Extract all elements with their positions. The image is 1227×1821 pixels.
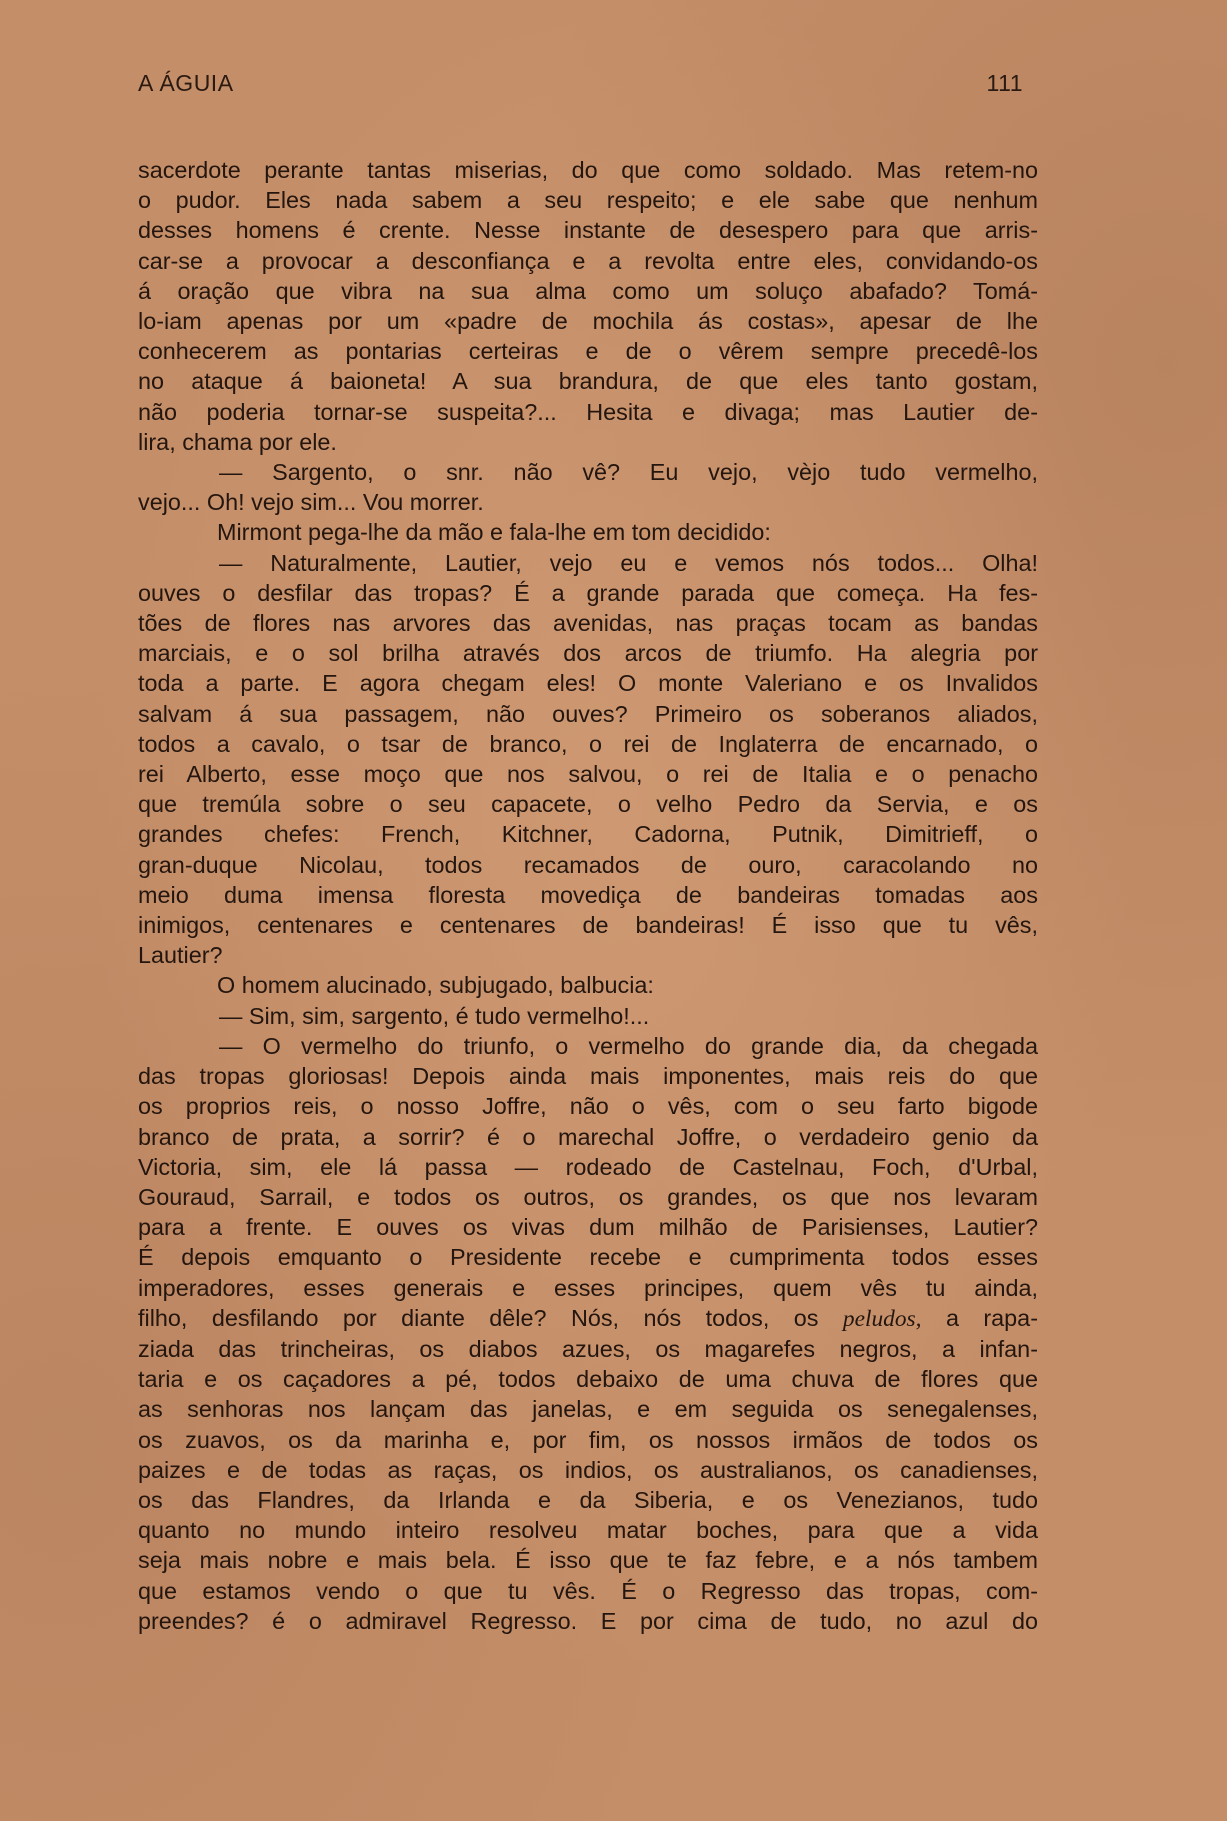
text-line: — Sim, sim, sargento, é tudo vermelho!...	[219, 1002, 650, 1029]
text-line: rei Alberto, esse moço que nos salvou, o rei de Italia e o penacho	[138, 761, 1038, 788]
text-line: que tremúla sobre o seu capacete, o velho Pedro da Servia, e os	[138, 791, 1038, 818]
text-line: gran-duque Nicolau, todos recamados de ouro, caracolando no	[138, 851, 1038, 878]
text-line: as senhoras nos lançam das janelas, e em seguida os senegalenses,	[138, 1396, 1038, 1423]
page-number: 111	[986, 70, 1023, 96]
text-fragment: a rapa-	[921, 1304, 1038, 1331]
text-line: ziada das trincheiras, os diabos azues, os magarefes negros, a infan-	[138, 1335, 1038, 1362]
text-line: salvam á sua passagem, não ouves? Primeiro os soberanos aliados,	[138, 700, 1038, 727]
text-line: conhecerem as pontarias certeiras e de o vêrem sempre precedê-los	[138, 338, 1038, 365]
text-line: tões de flores nas arvores das avenidas, nas praças tocam as bandas	[138, 610, 1038, 637]
text-line: É depois emquanto o Presidente recebe e cumprimenta todos esses	[138, 1244, 1038, 1271]
text-line: inimigos, centenares e centenares de bandeiras! É isso que tu vês,	[138, 912, 1038, 939]
running-title: A ÁGUIA	[138, 70, 234, 96]
text-line: Gouraud, Sarrail, e todos os outros, os grandes, os que nos levaram	[138, 1183, 1038, 1210]
text-line: taria e os caçadores a pé, todos debaixo de uma chuva de flores que	[138, 1366, 1038, 1393]
text-line: para a frente. E ouves os vivas dum milhão de Parisienses, Lautier?	[138, 1214, 1038, 1241]
text-line: desses homens é crente. Nesse instante de desespero para que arris-	[138, 217, 1038, 244]
text-line: á oração que vibra na sua alma como um soluço abafado? Tomá-	[138, 277, 1038, 304]
text-line: vejo... Oh! vejo sim... Vou morrer.	[138, 489, 484, 516]
text-line: ouves o desfilar das tropas? É a grande parada que começa. Ha fes-	[138, 579, 1038, 606]
text-line: toda a parte. E agora chegam eles! O monte Valeriano e os Invalidos	[138, 670, 1038, 697]
text-line: — Sargento, o snr. não vê? Eu vejo, vèjo tudo vermelho,	[219, 459, 1038, 486]
body-text	[138, 155, 1038, 1636]
text-line: sacerdote perante tantas miserias, do que como soldado. Mas retem-no	[138, 157, 1038, 183]
text-line: todos a cavalo, o tsar de branco, o rei de Inglaterra de encarnado, o	[138, 730, 1038, 757]
text-line: o pudor. Eles nada sabem a seu respeito; e ele sabe que nenhum	[138, 187, 1038, 214]
text-line: O homem alucinado, subjugado, balbucia:	[217, 972, 654, 999]
page-header	[138, 70, 1023, 110]
text-line: no ataque á baioneta! A sua brandura, de que eles tanto gostam,	[138, 368, 1038, 395]
italic-word: peludos,	[842, 1305, 922, 1332]
text-line: branco de prata, a sorrir? é o marechal Joffre, o verdadeiro genio da	[138, 1123, 1038, 1150]
text-line: preendes? é o admiravel Regresso. E por cima de tudo, no azul do	[138, 1607, 1038, 1634]
text-line: seja mais nobre e mais bela. É isso que te faz febre, e a nós tambem	[138, 1547, 1038, 1574]
text-line: car-se a provocar a desconfiança e a revolta entre eles, convidando-os	[138, 247, 1038, 274]
text-line: paizes e de todas as raças, os indios, os australianos, os canadienses,	[138, 1456, 1038, 1483]
text-line: Lautier?	[138, 942, 223, 969]
text-line: não poderia tornar-se suspeita?... Hesita e divaga; mas Lautier de-	[138, 398, 1038, 425]
text-line: que estamos vendo o que tu vês. É o Regresso das tropas, com-	[138, 1577, 1038, 1604]
text-line: Victoria, sim, ele lá passa — rodeado de Castelnau, Foch, d'Urbal,	[138, 1153, 1038, 1180]
text-line: — Naturalmente, Lautier, vejo eu e vemos nós todos... Olha!	[219, 549, 1038, 576]
text-line: meio duma imensa floresta movediça de bandeiras tomadas aos	[138, 881, 1038, 908]
text-line: lo-iam apenas por um «padre de mochila ás costas», apesar de lhe	[138, 308, 1038, 335]
text-line: Mirmont pega-lhe da mão e fala-lhe em tom decidido:	[217, 519, 771, 546]
text-line	[138, 1303, 1038, 1334]
text-line: os proprios reis, o nosso Joffre, não o vês, com o seu farto bigode	[138, 1093, 1038, 1120]
text-line: das tropas gloriosas! Depois ainda mais imponentes, mais reis do que	[138, 1063, 1038, 1090]
text-line: os zuavos, os da marinha e, por fim, os nossos irmãos de todos os	[138, 1426, 1038, 1453]
text-line: grandes chefes: French, Kitchner, Cadorna, Putnik, Dimitrieff, o	[138, 821, 1038, 848]
text-line: marciais, e o sol brilha através dos arcos de triumfo. Ha alegria por	[138, 640, 1038, 667]
text-line: lira, chama por ele.	[138, 428, 337, 455]
text-line: os das Flandres, da Irlanda e da Siberia, e os Venezianos, tudo	[138, 1486, 1038, 1513]
text-line: imperadores, esses generais e esses principes, quem vês tu ainda,	[138, 1274, 1038, 1301]
text-fragment: filho, desfilando por diante dêle? Nós, nós todos, os	[138, 1304, 843, 1331]
text-line: — O vermelho do triunfo, o vermelho do grande dia, da chegada	[219, 1032, 1038, 1059]
text-line: quanto no mundo inteiro resolveu matar boches, para que a vida	[138, 1517, 1038, 1544]
